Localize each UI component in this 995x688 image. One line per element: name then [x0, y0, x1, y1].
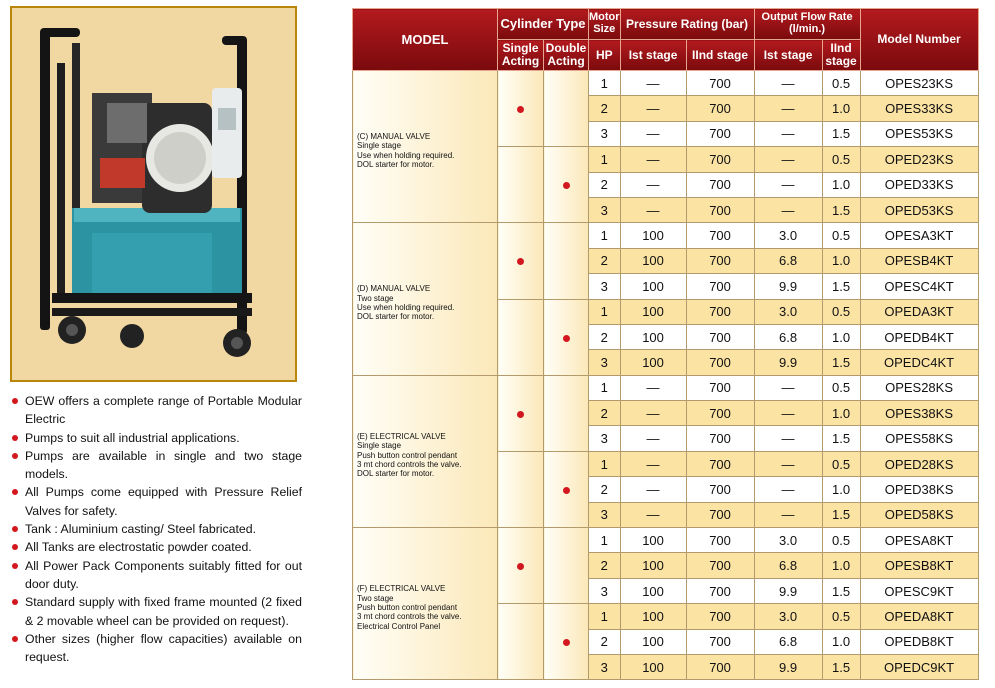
pressure-stage-1-cell: 100: [620, 324, 686, 349]
hp-cell: 3: [589, 426, 621, 451]
model-number-cell: OPEDC9KT: [860, 654, 978, 679]
pressure-stage-2-cell: 700: [686, 299, 754, 324]
product-photo: [10, 6, 297, 382]
hp-cell: 2: [589, 629, 621, 654]
model-number-cell: OPESB4KT: [860, 248, 978, 273]
hp-cell: 1: [589, 71, 621, 96]
valve-description: [353, 71, 498, 223]
selected-dot-icon: [563, 639, 570, 646]
flow-stage-2-cell: 1.5: [822, 274, 860, 299]
pressure-stage-2-cell: 700: [686, 248, 754, 273]
output-flow-header: Output Flow Rate (l/min.): [754, 9, 860, 40]
hp-cell: 1: [589, 375, 621, 400]
model-number-cell: OPEDA3KT: [860, 299, 978, 324]
double-acting-cell: [544, 528, 589, 604]
pressure-stage-2-header: IInd stage: [686, 40, 754, 71]
flow-stage-2-cell: 1.0: [822, 401, 860, 426]
valve-description-line: DOL starter for motor.: [357, 469, 435, 479]
flow-stage-1-cell: 6.8: [754, 324, 822, 349]
hp-header: HP: [589, 40, 621, 71]
flow-stage-2-cell: 1.0: [822, 248, 860, 273]
hp-cell: 3: [589, 578, 621, 603]
pressure-stage-1-cell: —: [620, 121, 686, 146]
model-number-cell: OPES53KS: [860, 121, 978, 146]
model-number-cell: OPES33KS: [860, 96, 978, 121]
pressure-stage-1-cell: —: [620, 401, 686, 426]
single-acting-cell: [498, 604, 544, 680]
pressure-stage-2-cell: 700: [686, 324, 754, 349]
flow-stage-2-cell: 1.0: [822, 172, 860, 197]
pressure-stage-1-cell: —: [620, 502, 686, 527]
valve-description-line: (D) MANUAL VALVE: [357, 284, 431, 294]
valve-description-line: Single stage: [357, 441, 402, 451]
selected-dot-icon: [517, 258, 524, 265]
flow-stage-1-cell: —: [754, 172, 822, 197]
flow-stage-1-cell: 6.8: [754, 553, 822, 578]
hp-cell: 3: [589, 654, 621, 679]
model-number-cell: OPESB8KT: [860, 553, 978, 578]
flow-stage-2-cell: 0.5: [822, 223, 860, 248]
single-acting-header: Single Acting: [498, 40, 544, 71]
pressure-stage-1-cell: —: [620, 426, 686, 451]
pressure-stage-2-cell: 700: [686, 528, 754, 553]
hp-cell: 3: [589, 502, 621, 527]
model-number-cell: OPED28KS: [860, 451, 978, 476]
single-acting-cell: [498, 528, 544, 604]
selected-dot-icon: [517, 563, 524, 570]
feature-item: All Power Pack Components suitably fitted for out door duty.: [10, 557, 302, 594]
valve-description-line: Use when holding required.: [357, 150, 455, 160]
double-acting-header: Double Acting: [544, 40, 589, 71]
feature-item: Tank : Aluminium casting/ Steel fabricated.: [10, 520, 302, 538]
cylinder-type-header: Cylinder Type: [498, 9, 589, 40]
model-number-cell: OPES38KS: [860, 401, 978, 426]
pressure-stage-2-cell: 700: [686, 121, 754, 146]
flow-stage-1-cell: —: [754, 71, 822, 96]
pressure-stage-1-cell: 100: [620, 553, 686, 578]
flow-stage-2-cell: 0.5: [822, 451, 860, 476]
double-acting-cell: [544, 71, 589, 147]
flow-stage-2-cell: 0.5: [822, 375, 860, 400]
valve-description-line: (F) ELECTRICAL VALVE: [357, 584, 446, 594]
flow-stage-2-cell: 0.5: [822, 528, 860, 553]
valve-description-line: Two stage: [357, 593, 394, 603]
pressure-stage-1-cell: 100: [620, 223, 686, 248]
model-number-cell: OPES58KS: [860, 426, 978, 451]
hp-cell: 3: [589, 350, 621, 375]
flow-stage-2-cell: 0.5: [822, 604, 860, 629]
flow-stage-2-cell: 1.5: [822, 654, 860, 679]
valve-description-line: Push button control pendant: [357, 603, 458, 612]
pressure-stage-1-cell: 100: [620, 248, 686, 273]
hp-cell: 2: [589, 248, 621, 273]
pressure-stage-2-cell: 700: [686, 274, 754, 299]
selected-dot-icon: [563, 335, 570, 342]
flow-stage-1-cell: —: [754, 477, 822, 502]
valve-description-line: 3 mt chord controls the valve.: [357, 612, 462, 622]
flow-stage-1-cell: 3.0: [754, 299, 822, 324]
single-acting-cell: [498, 223, 544, 299]
pressure-stage-2-cell: 700: [686, 604, 754, 629]
model-number-cell: OPEDA8KT: [860, 604, 978, 629]
feature-item: OEW offers a complete range of Portable Modular Electric: [10, 392, 302, 429]
pressure-stage-1-cell: 100: [620, 578, 686, 603]
pressure-stage-1-cell: —: [620, 172, 686, 197]
model-number-cell: OPESA8KT: [860, 528, 978, 553]
model-number-cell: OPED33KS: [860, 172, 978, 197]
hp-cell: 2: [589, 553, 621, 578]
pressure-stage-1-cell: —: [620, 477, 686, 502]
hp-cell: 1: [589, 299, 621, 324]
model-number-cell: OPED58KS: [860, 502, 978, 527]
pressure-stage-1-cell: 100: [620, 629, 686, 654]
pressure-rating-header: Pressure Rating (bar): [620, 9, 754, 40]
pressure-stage-2-cell: 700: [686, 71, 754, 96]
pressure-stage-2-cell: 700: [686, 502, 754, 527]
hp-cell: 2: [589, 324, 621, 349]
spec-table-body: [353, 71, 979, 680]
pressure-stage-2-cell: 700: [686, 578, 754, 603]
valve-description-line: (C) MANUAL VALVE: [357, 131, 431, 141]
valve-description-line: (E) ELECTRICAL VALVE: [357, 431, 446, 441]
flow-stage-1-header: Ist stage: [754, 40, 822, 71]
pressure-stage-2-cell: 700: [686, 197, 754, 222]
pressure-stage-1-cell: 100: [620, 299, 686, 324]
model-number-cell: OPED53KS: [860, 197, 978, 222]
table-row: [353, 528, 979, 553]
pressure-stage-1-cell: —: [620, 147, 686, 172]
hp-cell: 1: [589, 604, 621, 629]
flow-stage-2-cell: 1.5: [822, 121, 860, 146]
feature-item: Pumps to suit all industrial applications.: [10, 429, 302, 447]
valve-description-line: Use when holding required.: [357, 303, 455, 313]
pressure-stage-2-cell: 700: [686, 629, 754, 654]
valve-description: [353, 375, 498, 527]
hp-cell: 1: [589, 528, 621, 553]
flow-stage-2-cell: 1.0: [822, 553, 860, 578]
hp-cell: 2: [589, 96, 621, 121]
selected-dot-icon: [517, 411, 524, 418]
valve-description-line: Push button control pendant: [357, 450, 458, 460]
valve-description-line: DOL starter for motor.: [357, 312, 435, 322]
pressure-stage-2-cell: 700: [686, 477, 754, 502]
hp-cell: 1: [589, 223, 621, 248]
pressure-stage-1-cell: 100: [620, 274, 686, 299]
hp-cell: 2: [589, 477, 621, 502]
single-acting-cell: [498, 147, 544, 223]
valve-description-line: Electrical Control Panel: [357, 621, 441, 631]
valve-description: [353, 223, 498, 375]
double-acting-cell: [544, 147, 589, 223]
flow-stage-1-cell: —: [754, 147, 822, 172]
feature-item: All Tanks are electrostatic powder coated.: [10, 538, 302, 556]
double-acting-cell: [544, 451, 589, 527]
selected-dot-icon: [563, 182, 570, 189]
flow-stage-2-cell: 1.5: [822, 426, 860, 451]
pressure-stage-1-cell: —: [620, 96, 686, 121]
double-acting-cell: [544, 604, 589, 680]
pressure-stage-2-cell: 700: [686, 553, 754, 578]
pressure-stage-1-cell: —: [620, 451, 686, 476]
flow-stage-2-cell: 0.5: [822, 299, 860, 324]
pressure-stage-1-cell: 100: [620, 528, 686, 553]
table-row: [353, 71, 979, 96]
model-number-cell: OPEDB8KT: [860, 629, 978, 654]
hp-cell: 2: [589, 401, 621, 426]
flow-stage-1-cell: 9.9: [754, 654, 822, 679]
flow-stage-2-cell: 1.0: [822, 96, 860, 121]
double-acting-cell: [544, 375, 589, 451]
flow-stage-1-cell: 3.0: [754, 604, 822, 629]
valve-description-line: 3 mt chord controls the valve.: [357, 460, 462, 470]
flow-stage-1-cell: 9.9: [754, 274, 822, 299]
flow-stage-1-cell: —: [754, 375, 822, 400]
feature-item: Pumps are available in single and two stage models.: [10, 447, 302, 484]
valve-description-line: Single stage: [357, 141, 402, 151]
feature-item: Other sizes (higher flow capacities) available on request.: [10, 630, 302, 667]
model-number-cell: OPESA3KT: [860, 223, 978, 248]
hp-cell: 3: [589, 197, 621, 222]
flow-stage-2-cell: 1.5: [822, 350, 860, 375]
pressure-stage-1-cell: —: [620, 71, 686, 96]
flow-stage-1-cell: 6.8: [754, 248, 822, 273]
pressure-stage-1-header: Ist stage: [620, 40, 686, 71]
flow-stage-1-cell: 6.8: [754, 629, 822, 654]
pressure-stage-2-cell: 700: [686, 147, 754, 172]
pressure-stage-1-cell: 100: [620, 654, 686, 679]
valve-description-line: Two stage: [357, 293, 394, 303]
table-row: [353, 223, 979, 248]
pressure-stage-2-cell: 700: [686, 350, 754, 375]
pressure-stage-1-cell: —: [620, 375, 686, 400]
pressure-stage-1-cell: 100: [620, 604, 686, 629]
single-acting-cell: [498, 375, 544, 451]
flow-stage-1-cell: —: [754, 451, 822, 476]
valve-description-line: DOL starter for motor.: [357, 160, 435, 170]
feature-item: All Pumps come equipped with Pressure Relief Valves for safety.: [10, 483, 302, 520]
hp-cell: 1: [589, 451, 621, 476]
model-number-cell: OPESC9KT: [860, 578, 978, 603]
model-number-header: Model Number: [860, 9, 978, 71]
model-number-cell: OPES28KS: [860, 375, 978, 400]
flow-stage-2-cell: 1.0: [822, 477, 860, 502]
flow-stage-1-cell: —: [754, 401, 822, 426]
hp-cell: 1: [589, 147, 621, 172]
flow-stage-2-cell: 1.0: [822, 629, 860, 654]
hp-cell: 2: [589, 172, 621, 197]
selected-dot-icon: [517, 106, 524, 113]
pressure-stage-2-cell: 700: [686, 172, 754, 197]
power-pack-image: [12, 8, 295, 380]
flow-stage-1-cell: 3.0: [754, 223, 822, 248]
flow-stage-2-cell: 1.5: [822, 578, 860, 603]
feature-list: [10, 392, 302, 666]
single-acting-cell: [498, 299, 544, 375]
double-acting-cell: [544, 223, 589, 299]
flow-stage-1-cell: —: [754, 96, 822, 121]
hp-cell: 3: [589, 121, 621, 146]
pressure-stage-1-cell: —: [620, 197, 686, 222]
feature-item: Standard supply with fixed frame mounted (2 fixed & 2 movable wheel can be provided on request).: [10, 593, 302, 630]
spec-table: [352, 8, 979, 680]
model-header: MODEL: [353, 9, 498, 71]
valve-description: [353, 528, 498, 680]
pressure-stage-2-cell: 700: [686, 96, 754, 121]
double-acting-cell: [544, 299, 589, 375]
flow-stage-1-cell: 9.9: [754, 350, 822, 375]
pressure-stage-2-cell: 700: [686, 451, 754, 476]
flow-stage-1-cell: 3.0: [754, 528, 822, 553]
flow-stage-2-cell: 1.5: [822, 197, 860, 222]
selected-dot-icon: [563, 487, 570, 494]
flow-stage-2-header: IInd stage: [822, 40, 860, 71]
flow-stage-2-cell: 0.5: [822, 71, 860, 96]
flow-stage-2-cell: 0.5: [822, 147, 860, 172]
flow-stage-1-cell: 9.9: [754, 578, 822, 603]
pressure-stage-1-cell: 100: [620, 350, 686, 375]
table-row: [353, 375, 979, 400]
flow-stage-1-cell: —: [754, 121, 822, 146]
model-number-cell: OPEDC4KT: [860, 350, 978, 375]
model-number-cell: OPEDB4KT: [860, 324, 978, 349]
pressure-stage-2-cell: 700: [686, 375, 754, 400]
flow-stage-2-cell: 1.5: [822, 502, 860, 527]
model-number-cell: OPESC4KT: [860, 274, 978, 299]
motor-size-header: Motor Size: [589, 9, 621, 40]
flow-stage-1-cell: —: [754, 426, 822, 451]
model-number-cell: OPED23KS: [860, 147, 978, 172]
flow-stage-2-cell: 1.0: [822, 324, 860, 349]
flow-stage-1-cell: —: [754, 502, 822, 527]
single-acting-cell: [498, 71, 544, 147]
pressure-stage-2-cell: 700: [686, 426, 754, 451]
pressure-stage-2-cell: 700: [686, 654, 754, 679]
model-number-cell: OPED38KS: [860, 477, 978, 502]
flow-stage-1-cell: —: [754, 197, 822, 222]
pressure-stage-2-cell: 700: [686, 223, 754, 248]
hp-cell: 3: [589, 274, 621, 299]
pressure-stage-2-cell: 700: [686, 401, 754, 426]
single-acting-cell: [498, 451, 544, 527]
model-number-cell: OPES23KS: [860, 71, 978, 96]
